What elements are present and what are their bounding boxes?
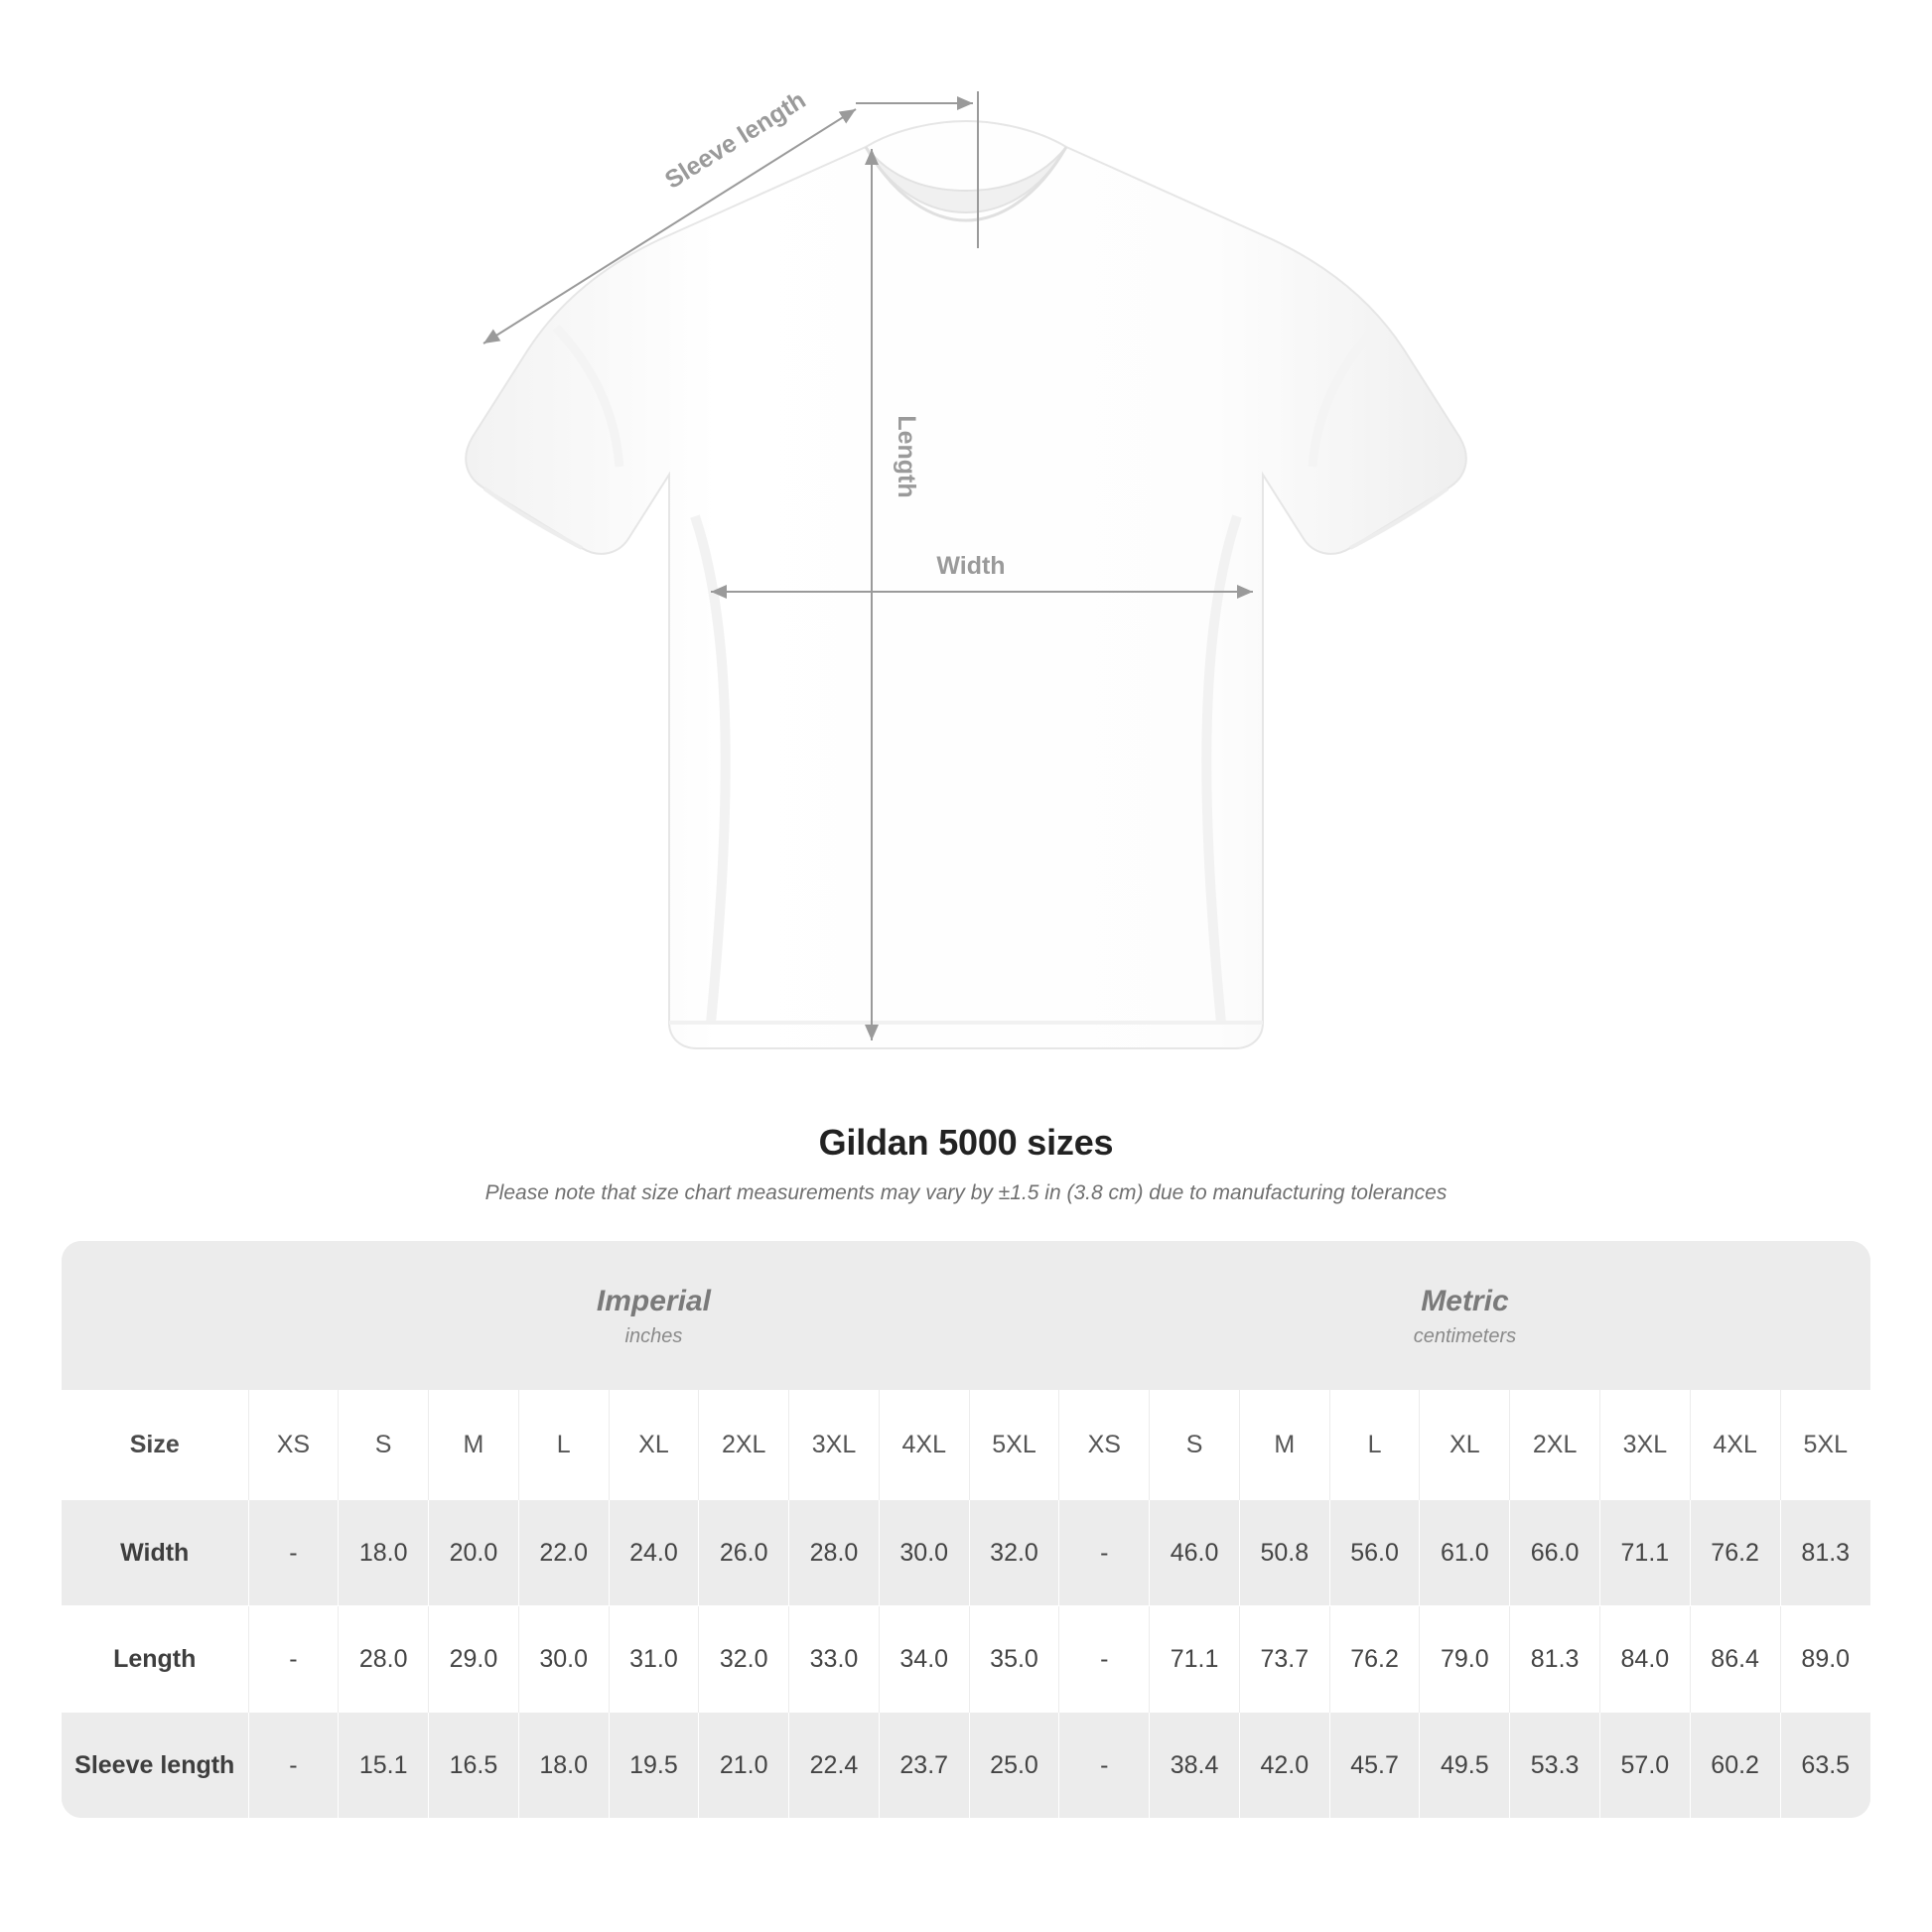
measurement-cell-imperial: 22.0 [518, 1500, 609, 1606]
measurement-cell-imperial: 24.0 [609, 1500, 699, 1606]
title-block [0, 1122, 1932, 1205]
measurement-cell-metric: 46.0 [1150, 1500, 1240, 1606]
size-chart-table-wrapper [62, 1241, 1870, 1818]
measurement-cell-imperial: 25.0 [969, 1713, 1059, 1819]
row-label: Sleeve length [62, 1713, 248, 1819]
row-label: Width [62, 1500, 248, 1606]
size-header-cell: L [518, 1390, 609, 1500]
unit-subtitle: inches [624, 1325, 683, 1348]
size-header-cell: 2XL [699, 1390, 789, 1500]
measurement-cell-imperial: 28.0 [339, 1606, 429, 1713]
measurement-cell-imperial: 30.0 [518, 1606, 609, 1713]
measurement-cell-imperial: 20.0 [429, 1500, 519, 1606]
size-header-cell: 3XL [789, 1390, 880, 1500]
measurement-cell-metric: 81.3 [1510, 1606, 1600, 1713]
measurement-cell-metric: 76.2 [1690, 1500, 1780, 1606]
measurement-cell-metric: 79.0 [1420, 1606, 1510, 1713]
size-header-cell: M [1239, 1390, 1329, 1500]
measurement-cell-imperial: 26.0 [699, 1500, 789, 1606]
measurement-cell-metric: 42.0 [1239, 1713, 1329, 1819]
measurement-cell-imperial: 34.0 [879, 1606, 969, 1713]
measurement-cell-metric: 71.1 [1150, 1606, 1240, 1713]
measurement-cell-imperial: 35.0 [969, 1606, 1059, 1713]
measurement-cell-metric: 57.0 [1599, 1713, 1690, 1819]
size-header-cell: 3XL [1599, 1390, 1690, 1500]
unit-header-metric [1059, 1241, 1870, 1390]
size-header-cell: 2XL [1510, 1390, 1600, 1500]
measurement-cell-imperial: 23.7 [879, 1713, 969, 1819]
unit-header-spacer [62, 1241, 248, 1390]
measurement-cell-imperial: 32.0 [969, 1500, 1059, 1606]
measurement-cell-metric: 49.5 [1420, 1713, 1510, 1819]
unit-name: Imperial [596, 1284, 711, 1317]
size-header-cell: L [1329, 1390, 1420, 1500]
measurement-cell-imperial: 31.0 [609, 1606, 699, 1713]
measurement-cell-metric: 56.0 [1329, 1500, 1420, 1606]
size-header-cell: S [1150, 1390, 1240, 1500]
size-chart-table [62, 1241, 1870, 1818]
measurement-cell-metric: 73.7 [1239, 1606, 1329, 1713]
size-header-cell: 4XL [879, 1390, 969, 1500]
page-title: Gildan 5000 sizes [818, 1122, 1114, 1163]
size-header-cell: M [429, 1390, 519, 1500]
size-header-cell: XL [609, 1390, 699, 1500]
size-header-cell: XS [248, 1390, 339, 1500]
unit-subtitle: centimeters [1413, 1325, 1517, 1348]
size-header-label: Size [62, 1390, 248, 1500]
measurement-cell-imperial: - [248, 1500, 339, 1606]
measurement-cell-metric: 61.0 [1420, 1500, 1510, 1606]
measurement-cell-metric: - [1059, 1713, 1150, 1819]
unit-header-imperial [248, 1241, 1059, 1390]
measurement-cell-imperial: 28.0 [789, 1500, 880, 1606]
size-header-cell: XL [1420, 1390, 1510, 1500]
measurement-cell-metric: 71.1 [1599, 1500, 1690, 1606]
size-header-row [62, 1390, 1870, 1500]
measurement-cell-metric: - [1059, 1606, 1150, 1713]
size-header-cell: S [339, 1390, 429, 1500]
measurement-cell-imperial: 21.0 [699, 1713, 789, 1819]
size-header-cell: XS [1059, 1390, 1150, 1500]
measurement-cell-imperial: 15.1 [339, 1713, 429, 1819]
measurement-cell-imperial: 16.5 [429, 1713, 519, 1819]
unit-header-row [62, 1241, 1870, 1390]
size-header-cell: 4XL [1690, 1390, 1780, 1500]
measurement-cell-imperial: 18.0 [518, 1713, 609, 1819]
svg-text:Width: Width [936, 552, 1006, 580]
measurement-cell-imperial: 29.0 [429, 1606, 519, 1713]
table-row [62, 1606, 1870, 1713]
measurement-cell-metric: 60.2 [1690, 1713, 1780, 1819]
svg-text:Length: Length [893, 415, 920, 498]
measurement-cell-imperial: - [248, 1606, 339, 1713]
measurement-cell-metric: - [1059, 1500, 1150, 1606]
tolerance-note: Please note that size chart measurements may vary by ±1.5 in (3.8 cm) due to manufacturing tolerances [484, 1181, 1448, 1204]
measurement-cell-imperial: 18.0 [339, 1500, 429, 1606]
measurement-cell-metric: 63.5 [1780, 1713, 1870, 1819]
measurement-cell-metric: 84.0 [1599, 1606, 1690, 1713]
measurement-cell-metric: 76.2 [1329, 1606, 1420, 1713]
measurement-cell-metric: 38.4 [1150, 1713, 1240, 1819]
measurement-cell-imperial: - [248, 1713, 339, 1819]
measurement-cell-metric: 81.3 [1780, 1500, 1870, 1606]
table-row [62, 1713, 1870, 1819]
measurement-cell-metric: 89.0 [1780, 1606, 1870, 1713]
size-header-cell: 5XL [1780, 1390, 1870, 1500]
row-label: Length [62, 1606, 248, 1713]
measurement-cell-metric: 66.0 [1510, 1500, 1600, 1606]
measurement-cell-metric: 45.7 [1329, 1713, 1420, 1819]
unit-name: Metric [1421, 1284, 1509, 1317]
measurement-cell-imperial: 30.0 [879, 1500, 969, 1606]
measurement-cell-metric: 53.3 [1510, 1713, 1600, 1819]
measurement-cell-imperial: 19.5 [609, 1713, 699, 1819]
table-row [62, 1500, 1870, 1606]
size-header-cell: 5XL [969, 1390, 1059, 1500]
measurement-cell-imperial: 32.0 [699, 1606, 789, 1713]
measurement-cell-metric: 50.8 [1239, 1500, 1329, 1606]
measurement-cell-metric: 86.4 [1690, 1606, 1780, 1713]
measurement-cell-imperial: 22.4 [789, 1713, 880, 1819]
measurement-cell-imperial: 33.0 [789, 1606, 880, 1713]
svg-text:Sleeve length: Sleeve length [660, 85, 811, 195]
